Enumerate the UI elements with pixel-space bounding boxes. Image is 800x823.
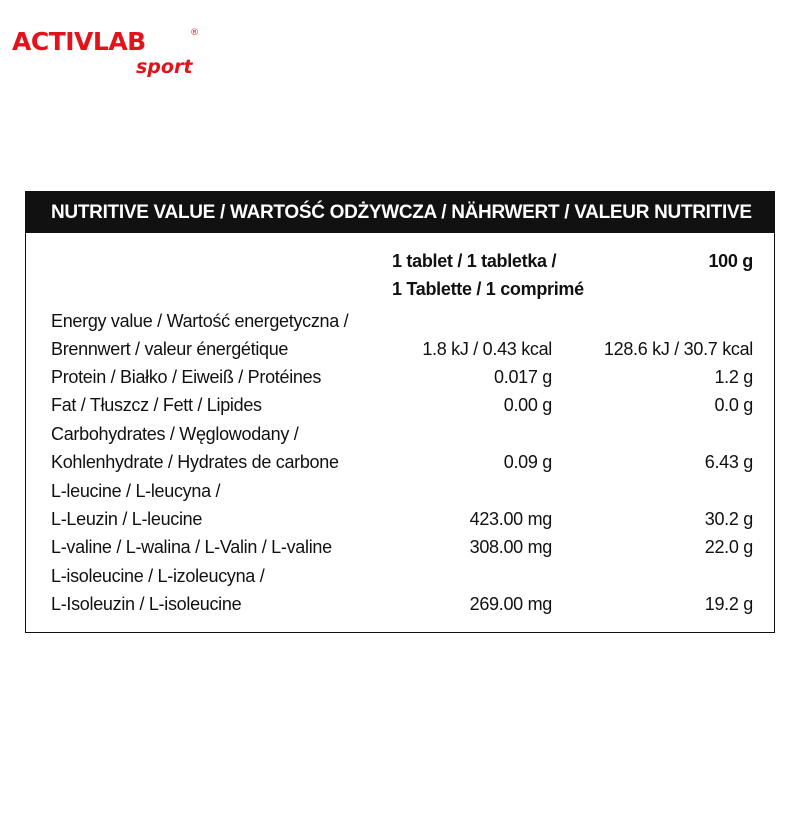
col-header-100g: 100 g	[708, 251, 753, 271]
row-label: L-Leuzin / L-leucine	[51, 509, 203, 529]
col-header-serving-line1: 1 tablet / 1 tabletka /	[392, 251, 557, 271]
row-value-serving: 0.017 g	[494, 367, 552, 387]
row-value-100g: 0.0 g	[714, 395, 753, 415]
row-label: L-Isoleuzin / L-isoleucine	[51, 594, 242, 614]
registered-mark: ®	[190, 28, 199, 38]
row-label: Kohlenhydrate / Hydrates de carbone	[51, 452, 339, 472]
row-value-serving: 0.09 g	[503, 452, 552, 472]
col-header-serving-line2: 1 Tablette / 1 comprimé	[392, 279, 584, 299]
row-value-100g: 6.43 g	[704, 452, 753, 472]
logo-wordmark: ACTIVLAB	[12, 27, 146, 56]
row-value-serving: 423.00 mg	[469, 509, 552, 529]
row-label: L-leucine / L-leucyna /	[51, 481, 221, 501]
row-value-serving: 1.8 kJ / 0.43 kcal	[422, 339, 552, 359]
nutrition-table	[25, 191, 775, 633]
row-value-serving: 0.00 g	[503, 395, 552, 415]
row-label: Brennwert / valeur énergétique	[51, 339, 289, 359]
row-value-100g: 22.0 g	[704, 537, 753, 557]
row-value-100g: 30.2 g	[704, 509, 753, 529]
row-value-100g: 1.2 g	[714, 367, 753, 387]
row-label: L-valine / L-walina / L-Valin / L-valine	[51, 537, 332, 557]
row-label: L-isoleucine / L-izoleucyna /	[51, 566, 265, 586]
brand-logo	[12, 27, 199, 78]
row-value-serving: 308.00 mg	[469, 537, 552, 557]
row-label: Carbohydrates / Węglowodany /	[51, 424, 299, 444]
row-label: Fat / Tłuszcz / Fett / Lipides	[51, 395, 262, 415]
logo-tagline: sport	[136, 56, 193, 78]
row-label: Protein / Białko / Eiweiß / Protéines	[51, 367, 322, 387]
table-header: NUTRITIVE VALUE / WARTOŚĆ ODŻYWCZA / NÄHRWERT / VALEUR NUTRITIVE	[26, 192, 774, 233]
row-label: Energy value / Wartość energetyczna /	[51, 311, 349, 331]
row-value-100g: 19.2 g	[704, 594, 753, 614]
row-value-serving: 269.00 mg	[469, 594, 552, 614]
row-value-100g: 128.6 kJ / 30.7 kcal	[603, 339, 753, 359]
